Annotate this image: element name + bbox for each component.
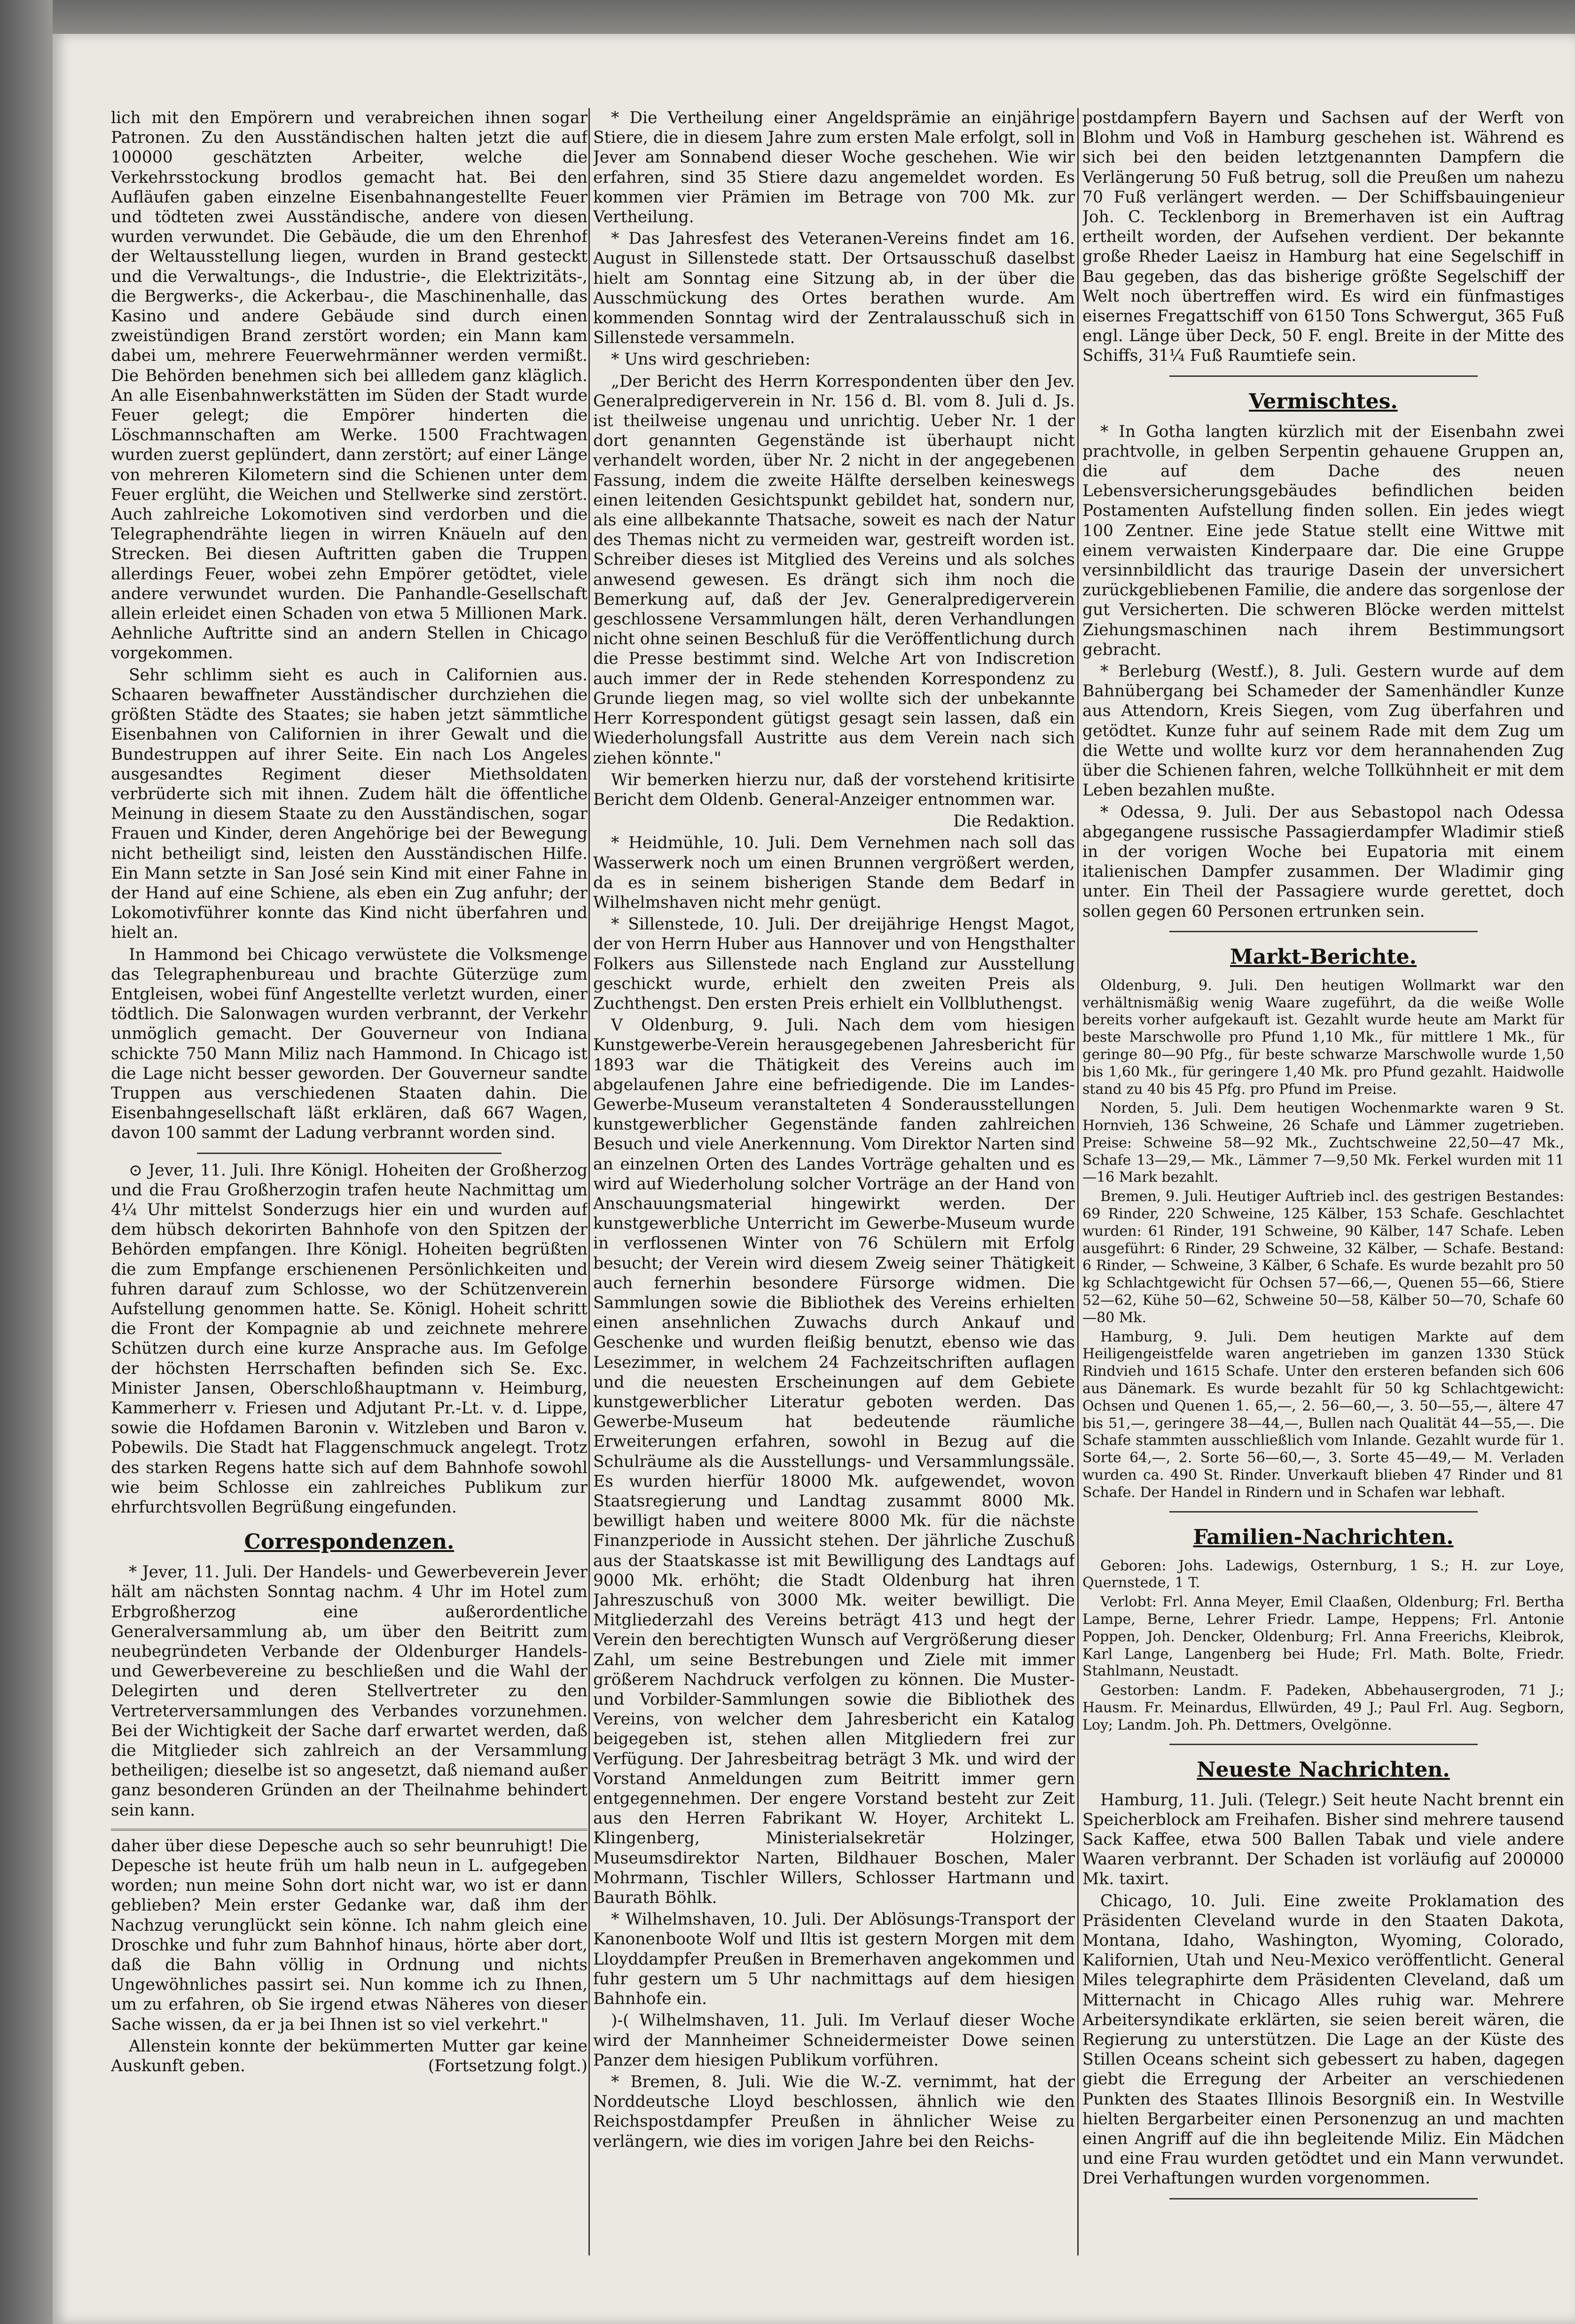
article-california: Sehr schlimm sieht es auch in Californien aus. Schaaren bewaffneter Ausständischer durchziehen die größten Städte des Staates; sie haben jetzt sämmtliche Eisenbahnen von Californien in ihrer Gewalt und die Bundestruppen auf ihrer Seite. Ein nach Los Angeles ausgesandtes Regiment dieser Miethsoldaten verbrüderte sich mit ihnen. Zudem hält die öffentliche Meinung in diesem Staate zu den Ausständischen, sogar Frauen und Kinder, deren Angehörige bei der Bewegung nicht betheiligt sind, leisten den Ausständischen Hilfe. Ein Mann setzte in San José sein Kind mit einer Fahne in der Hand auf eine Schiene, als eben ein Zug anfuhr; der Lokomotivführer konnte das Kind nicht überfahren und hielt an.	[111, 665, 588, 943]
column-1	[111, 108, 588, 2265]
article-bremen-lloyd: * Bremen, 8. Juli. Wie die W.-Z. vernimmt, hat der Norddeutsche Lloyd beschlossen, ähnlich wie den Reichspostdampfer Preußen in ähnlicher Weise zu verlängern, wie dies im vorigen Jahre bei den Reichs-	[593, 2072, 1075, 2151]
section-heading-vermischtes: Vermischtes.	[1249, 389, 1398, 413]
feuilleton-text: daher über diese Depesche auch so sehr beunruhigt! Die Depesche ist heute früh um halb neun in L. aufgegeben worden; nun meine Sohn dort nicht war, wo ist er dann geblieben? Mein erster Gedanke war, daß ihm der Nachzug verunglückt sein könne. Ich nahm gleich eine Droschke und fuhr zum Bahnhof hinaus, hörte aber dort, daß die Bahn völlig in Ordnung und nichts Ungewöhnliches passirt sei. Nun komme ich zu Ihnen, um zu erfahren, ob Sie irgend etwas Näheres von dieser Sache wissen, da er ja bei Ihnen ist so viel verkehrt."	[111, 1836, 588, 2034]
article-letter-text: „Der Bericht des Herrn Korrespondenten über den Jev. Generalpredigerverein in Nr. 156 d. Bl. vom 8. Juli d. Js. ist theilweise ungenau und unrichtig. Ueber Nr. 1 der dort genannten Gegenstände ist überhaupt nicht verhandelt worden, über Nr. 2 nicht in der angegebenen Fassung, indem die zweite Hälfte derselben keineswegs einen leitenden Gesichtspunkt gebildet hat, sondern nur, als eine allbekannte Thatsache, soweit es nach der Natur des Themas nicht zu vermeiden war, gestreift worden ist. Schreiber dieses ist Mitglied des Vereins und als solches anwesend gewesen. Es drängt sich ihm noch die Bemerkung auf, daß der Jev. Generalpredigerverein geschlossene Versammlungen hält, deren Verhandlungen nicht ohne seinen Beschluß für die Veröffentlichung durch die Presse bestimmt sind. Welche Art von Indiscretion auch immer der in Rede stehenden Korrespondenz zu Grunde liegen mag, so viel wollte sich der unbekannte Herr Korrespondent gütigst gesagt sein lassen, daß ein Wiederholungsfall Austritte aus dem Verein nach sich ziehen könnte."	[593, 372, 1075, 768]
article-editorial-remark: Wir bemerken hierzu nur, daß der vorstehend kritisirte Bericht dem Oldenb. General-Anzeiger entnommen war.	[593, 770, 1075, 809]
article-wilhelmshaven-1: * Wilhelmshaven, 10. Juli. Der Ablösungs-Transport der Kanonenboote Wolf und Iltis ist gestern Morgen mit dem Lloyddampfer Preußen in Bremerhaven angekommen und fuhr gestern um 5 Uhr nachmittags auf dem hiesigen Bahnhofe ein.	[593, 1910, 1075, 2009]
section-heading-familien: Familien-Nachrichten.	[1193, 1525, 1454, 1549]
editorial-signature: Die Redaktion.	[953, 812, 1075, 831]
article-sillenstede: * Sillenstede, 10. Juli. Der dreijährige Hengst Magot, der von Herrn Huber aus Hannover und von Hengsthalter Folkers aus Sillenstede nach England zur Ausstellung geschickt wurde, erhielt den zweiten Preis als Zuchthengst. Den ersten Preis erhielt ein Vollbluthengst.	[593, 915, 1075, 1013]
article-gotha: * In Gotha langten kürzlich mit der Eisenbahn zwei prachtvolle, in gelben Serpentin gehauene Gruppen an, die auf dem Dache des neuen Lebensversicherungsgebäudes befindlichen beiden Postamenten Aufstellung finden sollen. Ein jedes wiegt 100 Zentner. Eine jede Statue stellt eine Wittwe mit einem verwaisten Kinderpaare dar. Die eine Gruppe versinnbildlicht das traurige Dasein der unversichert zurückgebliebenen Familie, die andere das sorgenlose der gut Versicherten. Die schweren Blöcke werden mittelst Ziehungsmaschinen nach ihrem Bestimmungsort gebracht.	[1082, 422, 1564, 659]
feuilleton-separator	[111, 1829, 588, 1831]
end-separator	[1169, 2198, 1478, 2199]
scan-top-border	[0, 0, 1575, 34]
family-engagements: Verlobt: Frl. Anna Meyer, Emil Claaßen, Oldenburg; Frl. Bertha Lampe, Berne, Lehrer Friedr. Lampe, Heppens; Frl. Antonie Poppen, Joh. Dencker, Oldenburg; Frl. Anna Freerichs, Kleibrok, Karl Lange, Langenberg bei Hude; Frl. Math. Bolte, Friedr. Stahlmann, Neustadt.	[1082, 1594, 1564, 1680]
market-norden: Norden, 5. Juli. Dem heutigen Wochenmarkte waren 9 St. Hornvieh, 136 Schweine, 26 Schafe und Lämmer zugetrieben. Preise: Schweine 58—92 Mk., Zuchtschweine 22,50—47 Mk., Schafe 13—29,— Mk., Lämmer 7—9,50 Mk. Ferkel wurden mit 11—16 Mark bezahlt.	[1082, 1100, 1564, 1186]
column-rule-2	[1077, 108, 1079, 2255]
article-chicago-riots: lich mit den Empörern und verabreichen ihnen sogar Patronen. Zu den Ausständischen halten jetzt die auf 100000 geschätzten Arbeiter, welche die Verkehrsstockung brodlos gemacht hat. Bei den Aufläufen gaben einzelne Eisenbahnangestellte Feuer und tödteten zwei Ausständische, andere von diesen wurden verwundet. Die Gebäude, die um den Ehrenhof der Weltausstellung liegen, wurden in Brand gesteckt und die Verwaltungs-, die Industrie-, die Elektrizitäts-, die Bergwerks-, die Ackerbau-, die Maschinenhalle, das Kasino und andere Gebäude sind durch einen zweistündigen Brand zerstört worden; ein Mann kam dabei um, mehrere Feuerwehrmänner werden vermißt. Die Behörden benehmen sich bei allledem ganz kläglich. An alle Eisenbahnwerkstätten im Süden der Stadt wurde Feuer gelegt; die Empörer hinderten die Löschmannschaften am Werke. 1500 Frachtwagen wurden zuerst geplündert, dann zerstört; auf einer Länge von mehreren Kilometern sind die Schienen unter dem Feuer erglüht, die Weichen und Stellwerke sind zerstört. Auch zahlreiche Lokomotiven sind verdorben und die Telegraphendrähte liegen in wirren Knäueln auf den Strecken. Bei diesen Auftritten gaben die Truppen allerdings Feuer, wobei zehn Empörer getödtet, viele andere verwundet wurden. Die Panhandle-Gesellschaft allein erleidet einen Schaden von etwa 5 Millionen Mark. Aehnliche Auftritte sind an andern Stellen in Chicago vorgekommen.	[111, 109, 588, 663]
column-rule-1	[588, 108, 590, 2255]
article-wilhelmshaven-2: )-( Wilhelmshaven, 11. Juli. Im Verlauf dieser Woche wird der Mannheimer Schneidermeister Dowe seinen Panzer dem hiesigen Publikum vorführen.	[593, 2011, 1075, 2070]
article-heidmuehle: * Heidmühle, 10. Juli. Dem Vernehmen nach soll das Wasserwerk noch um einen Brunnen vergrößert werden, da es in seinem bisherigen Stande dem Bedarf in Wilhelmshaven nicht mehr genügt.	[593, 834, 1075, 912]
section-heading-markt-berichte: Markt-Berichte.	[1230, 944, 1417, 969]
article-oldenburg-kunstgewerbe: V Oldenburg, 9. Juli. Nach dem vom hiesigen Kunstgewerbe-Verein herausgegebenen Jahresbericht für 1893 war die Thätigkeit des Vereins auch im abgelaufenen Jahre eine befriedigende. Die im Landes-Gewerbe-Museum veranstalteten 4 Sonderausstellungen kunstgewerblicher Gegenstände fanden zahlreichen Besuch und viele Anerkennung. Vom Direktor Narten sind an einzelnen Orten des Landes Vorträge gehalten und es wird auf Wiederholung solcher Vorträge an der Hand von Anschauungsmaterial hingewirkt werden. Der kunstgewerbliche Unterricht im Gewerbe-Museum wurde in verflossenen Winter von 76 Schülern mit Erfolg besucht; der Verein wird diesem Zweig seiner Thätigkeit auch fernerhin besondere Fürsorge widmen. Die Sammlungen sowie die Bibliothek des Vereins erhielten einen ansehnlichen Zuwachs durch Ankauf und Geschenke und wurden fleißig benutzt, ebenso wie das Lesezimmer, in welchem 24 Fachzeitschriften auflagen und die neuesten Erscheinungen auf dem Gebiete kunstgewerblicher Literatur geboten werden. Das Gewerbe-Museum hat bedeutende räumliche Erweiterungen erfahren, sowohl in Bezug auf die Schulräume als die Ausstellungs- und Versammlungssäle. Es wurden hierfür 18000 Mk. aufgewendet, wovon Staatsregierung und Landtag zusammt 8000 Mk. bewilligt haben und weitere 8000 Mk. für die nächste Finanzperiode in Aussicht stehen. Der jährliche Zuschuß aus der Staatskasse ist mit Bewilligung des Landtags auf 9000 Mk. erhöht; die Stadt Oldenburg hat ihren Jahreszuschuß von 3000 Mk. weiter bewilligt. Die Mitgliederzahl des Vereins beträgt 413 und hegt der Verein den berechtigten Wunsch auf Vergrößerung dieser Zahl, um seine Bestrebungen und Ziele mit immer größerem Nachdruck verfolgen zu können. Die Muster- und Vorbilder-Sammlungen sowie die Bibliothek des Vereins, von welcher dem Jahresbericht ein Katalog beigegeben ist, stehen allen Mitgliedern frei zur Verfügung. Der Jahresbeitrag beträgt 3 Mk. und wird der Vorstand Anmeldungen zum Beitritt immer gern entgegennehmen. Der engere Vorstand besteht zur Zeit aus den Herren Fabrikant W. Hoyer, Architekt L. Klingenberg, Ministerialsekretär Holzinger, Museumsdirektor Narten, Bildhauer Boschen, Maler Mohrmann, Tischler Willers, Schlosser Hartmann und Baurath Böhlk.	[593, 1016, 1075, 1908]
feuilleton-continued: (Fortsetzung folgt.)	[428, 2057, 588, 2076]
separator	[1169, 1511, 1478, 1513]
feuilleton-last-line: Allenstein konnte der bekümmerten Mutter gar keine Auskunft geben.	[111, 2036, 588, 2076]
article-bremen-continued: postdampfern Bayern und Sachsen auf der Werft von Blohm und Voß in Hamburg geschehen ist. Während es sich bei den beiden letztgenannten Dampfern die Verlängerung 50 Fuß betrug, soll die Preußen um nahezu 70 Fuß verlängert werden. — Der Schiffsbauingenieur Joh. C. Tecklenborg in Bremerhaven ist ein Auftrag ertheilt worden, der Aufsehen verdient. Der bekannte große Rheder Laeisz in Hamburg hat eine Segelschiff in Bau gegeben, das das bisherige größte Segelschiff der Welt noch übertreffen wird. Es wird ein fünfmastiges eisernes Fregattschiff von 6150 Tons Schwergut, 365 Fuß engl. Länge über Deck, 50 F. engl. Breite in der Mitte des Schiffs, 31¼ Fuß Raumtiefe sein.	[1082, 109, 1564, 366]
section-heading-correspondenzen: Correspondenzen.	[244, 1530, 454, 1554]
market-oldenburg: Oldenburg, 9. Juli. Den heutigen Wollmarkt war den verhältnismäßig wenig Waare zugeführt, da die weiße Wolle bereits vorher aufgekauft ist. Gezahlt wurde heute am Markt für beste Marschwolle pro Pfund 1,10 Mk., für mittlere 1 Mk., für geringe 80—90 Pfg., für beste schwarze Marschwolle wurde 1,50 bis 1,60 Mk., für geringere 1,40 Mk. pro Pfund gezahlt. Haidwolle stand zu 40 bis 45 Pfg. pro Pfund im Preise.	[1082, 977, 1564, 1098]
market-hamburg: Hamburg, 9. Juli. Dem heutigen Markte auf dem Heiligengeistfelde waren angetrieben im ganzen 1330 Stück Rindvieh und 1615 Schafe. Unter den ersteren befanden sich 606 aus Dänemark. Es wurde bezahlt für 50 kg Schlachtgewicht: Ochsen und Quenen 1. 65,—, 2. 56—60,—, 3. 50—55,—, ältere 47 bis 51,—, geringere 38—44,—, Bullen nach Qualität 44—55,—. Die Schafe stammten ausschließlich vom Inlande. Gezahlt wurde für 1. Sorte 64,—, 2. Sorte 56—60,—, 3. Sorte 45—49,— M. Verladen wurden ca. 490 St. Rinder. Unverkauft blieben 47 Rinder und 81 Schafe. Der Handel in Rindern und in Schafen war lebhaft.	[1082, 1328, 1564, 1501]
news-chicago: Chicago, 10. Juli. Eine zweite Proklamation des Präsidenten Cleveland wurde in den Staaten Dakota, Montana, Idaho, Washington, Wyoming, Colorado, Kalifornien, Utah und Neu-Mexico veröffentlicht. General Miles telegraphirte dem Präsidenten Cleveland, daß um Mitternacht in Chicago Alles ruhig war. Mehrere Arbeitersyndikate erklärten, sie seien bereit wären, die Regierung zu unterstützen. Die Lage an der Küste des Stillen Oceans scheint sich gebessert zu haben, dagegen giebt die Erregung der Arbeiter an verschiedenen Punkten des Staates Illinois Besorgniß ein. In Westville hielten Bergarbeiter einen Personenzug an und machten einen Angriff auf die ihn begleitende Miliz. Ein Mädchen und eine Frau wurden getödtet und ein Mann verwundet. Drei Verhaftungen wurden vorgenommen.	[1082, 1891, 1564, 2188]
article-veteranen-verein: * Das Jahresfest des Veteranen-Vereins findet am 16. August in Sillenstede statt. Der Ortsausschuß daselbst hielt am Sonntag eine Sitzung ab, in der über die Ausschmückung des Ortes berathen wurde. Am kommenden Sonntag wird der Zentralausschuß sich in Sillenstede versammeln.	[593, 229, 1075, 348]
separator	[1169, 375, 1478, 377]
family-deaths: Gestorben: Landm. F. Padeken, Abbehausergroden, 71 J.; Hausm. Fr. Meinardus, Ellwürden, 49 J.; Paul Frl. Aug. Segborn, Loy; Landm. Joh. Ph. Dettmers, Ovelgönne.	[1082, 1682, 1564, 1733]
column-3	[1082, 108, 1564, 2265]
separator	[197, 1153, 502, 1154]
article-angeldspraemie: * Die Vertheilung einer Angeldsprämie an einjährige Stiere, die in diesem Jahre zum ersten Male erfolgt, soll in Jever am Sonnabend dieser Woche geschehen. Wie wir erfahren, sind 35 Stiere dazu angemeldet worden. Es kommen vier Prämien im Betrage von 700 Mk. zur Vertheilung.	[593, 109, 1075, 227]
separator	[1169, 931, 1478, 932]
feuilleton-end	[111, 2036, 588, 2076]
article-jever-grandduke: ⊙ Jever, 11. Juli. Ihre Königl. Hoheiten der Großherzog und die Frau Großherzogin trafen heute Nachmittag um 4¼ Uhr mittelst Sonderzugs hier ein und wurden auf dem hübsch dekorirten Bahnhofe von den Spitzen der Behörden empfangen. Ihre Königl. Hoheiten begrüßten die zum Empfange erschienenen Persönlichkeiten und fuhren darauf zum Schlosse, wo der Schützenverein Aufstellung genommen hatte. Se. Königl. Hoheit schritt die Front der Kompagnie ab und zeichnete mehrere Schützen durch eine kurze Ansprache aus. Im Gefolge der höchsten Herrschaften befinden sich Se. Exc. Minister Jansen, Oberschloßhauptmann v. Heimburg, Kammerherr v. Friesen und Adjutant Pr.-Lt. v. d. Lippe, sowie die Hofdamen Baronin v. Witzleben und Baron v. Pobewils. Die Stadt hat Flaggenschmuck angelegt. Trotz des starken Regens hatte sich auf dem Bahnhofe sowohl wie beim Schlosse ein zahlreiches Publikum zur ehrfurchtsvollen Begrüßung eingefunden.	[111, 1161, 588, 1517]
section-heading-neueste: Neueste Nachrichten.	[1197, 1757, 1450, 1782]
article-odessa: * Odessa, 9. Juli. Der aus Sebastopol nach Odessa abgegangene russische Passagierdampfer Wladimir stieß in der vorigen Woche bei Eupatoria mit einem italienischen Dampfer zusammen. Der Wladimir ging unter. Ein Theil der Passagiere wurde gerettet, doch sollen gegen 60 Personen ertrunken sein.	[1082, 803, 1564, 921]
family-births: Geboren: Johs. Ladewigs, Osternburg, 1 S.; H. zur Loye, Quernstede, 1 T.	[1082, 1557, 1564, 1591]
news-hamburg-fire: Hamburg, 11. Juli. (Telegr.) Seit heute Nacht brennt ein Speicherblock am Freihafen. Bisher sind mehrere tausend Sack Kaffee, etwa 500 Ballen Tabak und viele andere Waaren verbrannt. Der Schaden ist vorläufig auf 200000 Mk. taxirt.	[1082, 1790, 1564, 1889]
article-jever-handelsverein: * Jever, 11. Juli. Der Handels- und Gewerbeverein Jever hält am nächsten Sonntag nachm. 4 Uhr im Hotel zum Erbgroßherzog eine außerordentliche Generalversammlung ab, um über den Beitritt zum neubegründeten Verbande der Oldenburger Handels- und Gewerbevereine zu beschließen und die Wahl der Delegirten und deren Stellvertreter zu den Vertreterversammlungen des Verbandes vorzunehmen. Bei der Wichtigkeit der Sache darf erwartet werden, daß die Mitglieder sich zahlreich an der Versammlung betheiligen; dieselbe ist so angesetzt, daß niemand außer ganz besonderen Gründen an der Theilnahme behindert sein kann.	[111, 1563, 588, 1820]
article-berleburg: * Berleburg (Westf.), 8. Juli. Gestern wurde auf dem Bahnübergang bei Schameder der Samenhändler Kunze aus Attendorn, Kreis Siegen, vom Zug überfahren und getödtet. Kunze fuhr auf seinem Rade mit dem Zug um die Wette und wollte kurz vor dem herannahenden Zug über die Schienen fahren, welche Tollkühnheit er mit dem Leben bezahlen mußte.	[1082, 662, 1564, 800]
article-letter-intro: * Uns wird geschrieben:	[611, 350, 811, 369]
market-bremen: Bremen, 9. Juli. Heutiger Auftrieb incl. des gestrigen Bestandes: 69 Rinder, 220 Schweine, 125 Kälber, 153 Schafe. Geschlachtet wurden: 61 Rinder, 191 Schweine, 90 Kälber, 147 Schafe. Leben ausgeführt: 6 Rinder, 29 Schweine, 32 Kälber, — Schafe. Bestand: 6 Rinder, — Schweine, 3 Kälber, 6 Schafe. Es wurde bezahlt pro 50 kg Schlachtgewicht für Ochsen 57—66,—, Quenen 55—66, Stiere 52—62, Kühe 50—62, Schweine 50—58, Kälber 50—70, Schafe 60—80 Mk.	[1082, 1188, 1564, 1326]
column-2	[593, 108, 1075, 2265]
article-hammond: In Hammond bei Chicago verwüstete die Volksmenge das Telegraphenbureau und brachte Güterzüge zum Entgleisen, wobei fünf Angestellte verletzt wurden, einer tödtlich. Die Salonwagen wurden verbrannt, der Verkehr unmöglich gemacht. Der Gouverneur von Indiana schickte 750 Mann Miliz nach Hammond. In Chicago ist die Lage nicht besser geworden. Der Gouverneur sandte Truppen aus verschiedenen Staaten dahin. Die Eisenbahngesellschaft läßt erklären, daß 667 Wagen, davon 100 sammt der Ladung verbrannt worden sind.	[111, 945, 588, 1143]
separator	[1169, 1744, 1478, 1745]
scan-left-edge	[0, 0, 53, 2324]
